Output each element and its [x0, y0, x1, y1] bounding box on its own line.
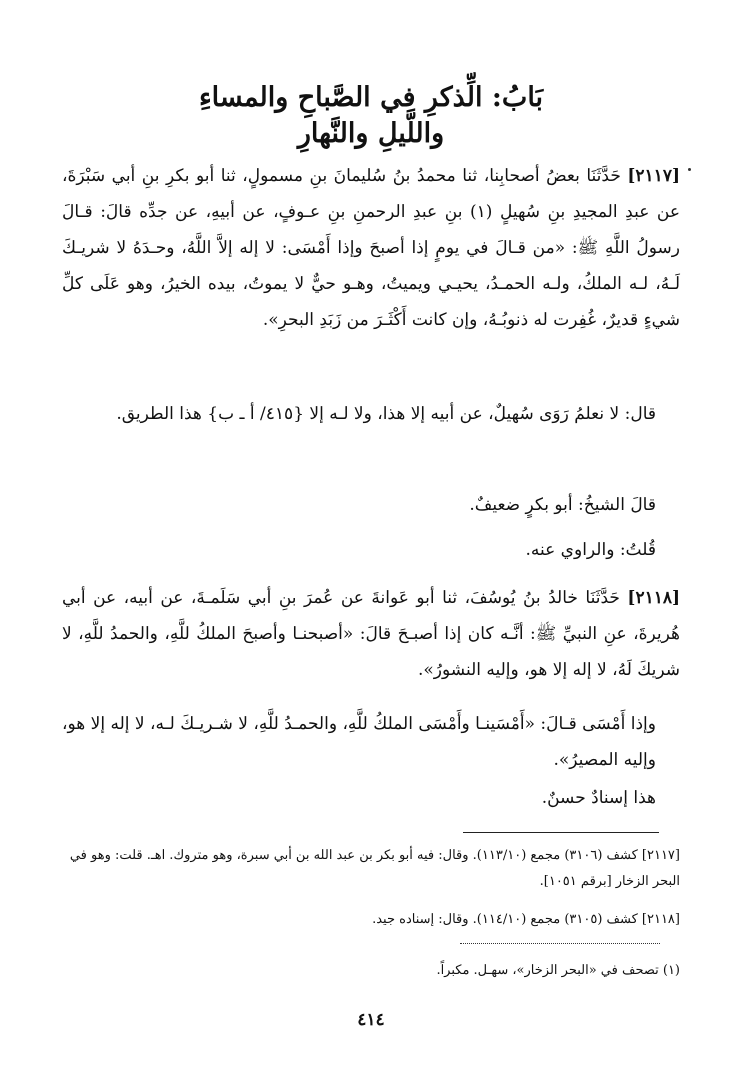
hadith-number: [٢١١٨] — [627, 588, 681, 608]
comment-narration: قال: لا نعلمُ رَوَى سُهيلٌ، عن أبيه إلا هذا، ولا لـه إلا {٤١٥/ أ ـ ب} هذا الطريق. — [116, 404, 656, 424]
footnote-dotted-separator — [460, 943, 660, 944]
print-speck — [688, 168, 691, 171]
chapter-title-line2: واللَّيلِ والنَّهارِ — [297, 118, 445, 149]
footnote-separator — [463, 832, 659, 833]
comment-author: قُلتُ: والراوي عنه. — [525, 540, 656, 560]
footnote-1: (١) تصحف في «البحر الزخار»، سهـل. مكبراً. — [436, 963, 680, 978]
comment-sheikh: قالَ الشيخُ: أبو بكرٍ ضعيفٌ. — [469, 495, 656, 515]
page-number: ٤١٤ — [357, 1010, 385, 1030]
hadith-text: حَدَّثَنَا بعضُ أصحابِنا، ثنا محمدُ بنُ سُليمانَ بنِ مسمولٍ، ثنا أبو بكرِ بنِ أبي سَبْرَةَ، عن عبدِ المجيدِ بنِ سُهيلٍ (١) بنِ عبدِ الرحمنِ بنِ عـوفٍ، عن أبيهِ، عن جدِّه قالَ: قـالَ رسولُ اللَّهِ ﷺ: «من قـالَ في يومٍ إذا أصبحَ وإذا أَمْسَى: لا إله إلاَّ اللَّهُ، وحـدَهُ لا شريـكَ لَـهُ، لـه الملكُ، ولـه الحمـدُ، يحيـي ويميتُ، وهـو حيٌّ لا يموتُ، بيده الخيرُ، وهو عَلَى كلِّ شيءٍ قديرٌ، غُفِرت له ذنوبُـهُ، وإن كانت أَكْثَـرَ من زَبَدِ البحرِ». — [62, 166, 680, 330]
hadith-2118 — [62, 580, 680, 688]
hadith-number: [٢١١٧] — [627, 166, 680, 186]
chapter-title-line1: بَابُ: الِّذكرِ في الصَّباحِ والمساءِ — [198, 82, 544, 113]
hadith-2117 — [62, 158, 680, 338]
footnote-takhrij-2118: [٢١١٨] كشف (٣١٠٥) مجمع (١١٤/١٠). وقال: إسناده جيد. — [372, 912, 680, 927]
isnad-grading: هذا إسنادٌ حسنٌ. — [541, 788, 656, 808]
hadith-text: حَدَّثَنَا خالدُ بنُ يُوسُفَ، ثنا أبو عَوانةَ عن عُمرَ بنِ أبي سَلَمـةَ، عن أبيه، عن أبي هُريرةَ، عنِ النبيِّ ﷺ: أنَّـه كان إذا أصبـحَ قالَ: «أصبحنـا وأصبحَ الملكُ للَّهِ، والحمدُ للَّهِ، لا شريكَ لَهُ، لا إله إلا هو، وإليه النشورُ». — [62, 588, 680, 680]
evening-supplication: وإذا أَمْسَى قـالَ: «أَمْسَينـا وأَمْسَى الملكُ للَّهِ، والحمـدُ للَّهِ، لا شـريـكَ لـه، لا إله إلا هو، وإليه المصيرُ». — [62, 714, 656, 770]
footnote-takhrij-2117: [٢١١٧] كشف (٣١٠٦) مجمع (١١٣/١٠). وقال: فيه أبو بكر بن عبد الله بن أبي سبرة، وهو متروك. اهـ. قلت: وهو في البحر الزخار [برقم ١٠٥١]. — [69, 848, 680, 889]
